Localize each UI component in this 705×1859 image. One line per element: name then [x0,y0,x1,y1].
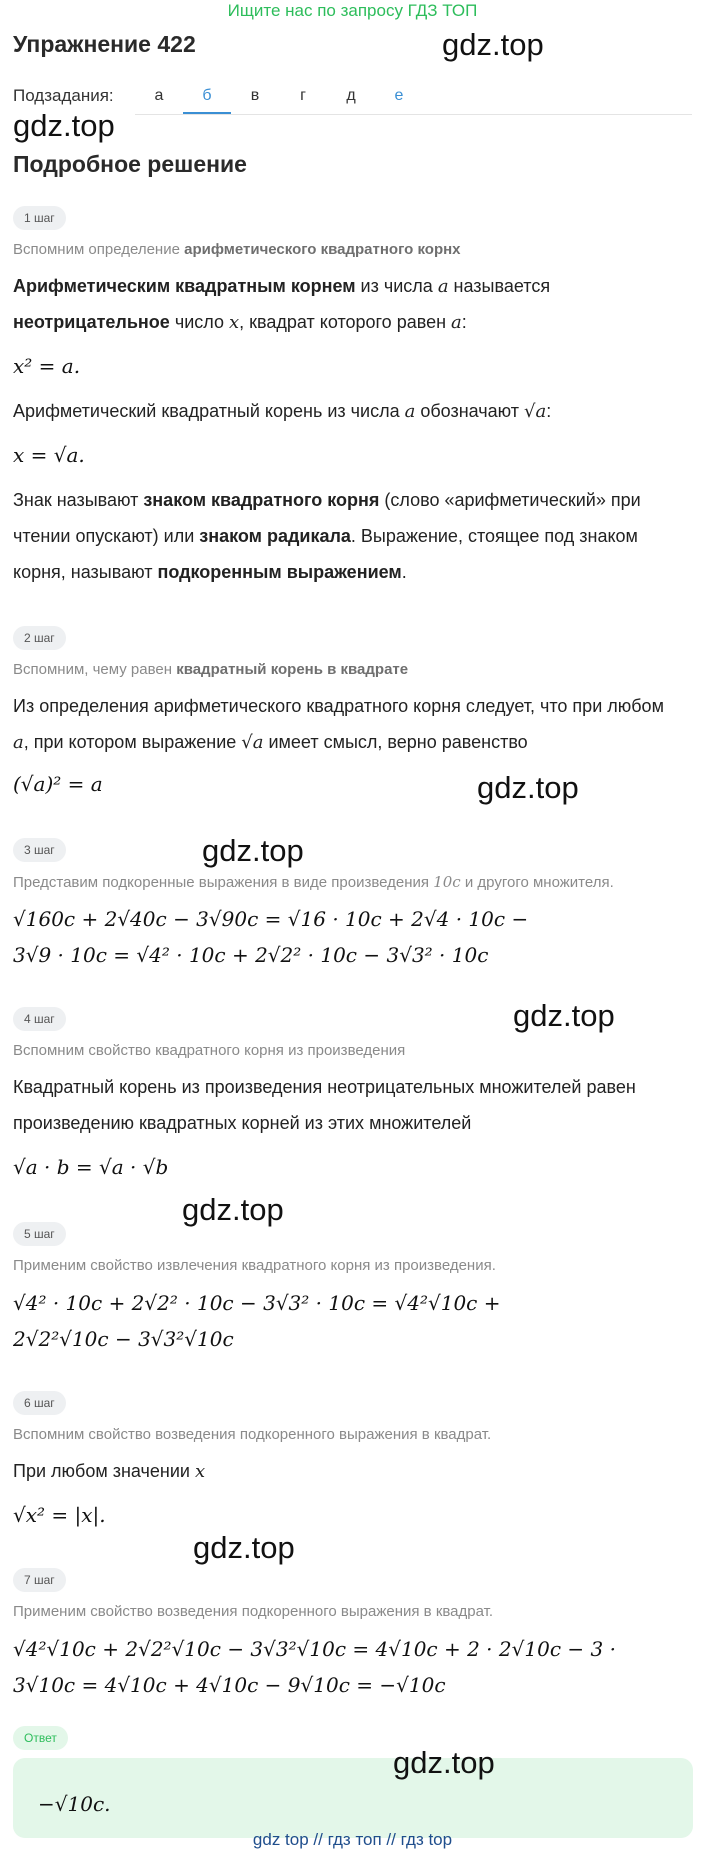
step-hint: Вспомним свойство квадратного корня из произведения [13,1042,406,1059]
step-paragraph: При любом значении x [13,1461,206,1482]
step-paragraph: Арифметический квадратный корень из числа a обозначают √a: [13,401,552,422]
exercise-title: Упражнение 422 [13,31,196,57]
step-badge: 7 шаг [13,1568,66,1592]
watermark: gdz.top [393,1745,495,1780]
footer-links[interactable]: gdz top // гдз топ // гдз top [252,1830,453,1849]
formula: 2√2²√10c − 3√3²√10c [13,1327,234,1351]
step-paragraph: произведению квадратных корней из этих множителей [13,1113,472,1133]
formula: √x² = |x|. [13,1503,106,1527]
answer-badge: Ответ [13,1726,68,1750]
watermark: gdz.top [513,998,615,1033]
formula: √160c + 2√40c − 3√90c = √16 · 10c + 2√4 · 10c − [13,907,529,931]
watermark: gdz.top [442,27,544,62]
step-paragraph: неотрицательное число x, квадрат которого равен a: [13,312,467,333]
watermark: gdz.top [193,1530,295,1565]
step-badge: 4 шаг [13,1007,66,1031]
answer-box [13,1758,693,1838]
step-hint: Вспомним определение арифметического квадратного корнх [13,241,461,258]
subtask-tab-d[interactable]: д [346,87,356,104]
step-paragraph: чтении опускают) или знаком радикала. Выражение, стоящее под знаком [13,526,638,546]
formula: √4²√10c + 2√2²√10c − 3√3²√10c = 4√10c + 2 · 2√10c − 3 · [13,1637,616,1661]
step-paragraph: корня, называют подкоренным выражением. [13,562,407,582]
watermark: gdz.top [182,1192,284,1227]
watermark: gdz.top [477,770,579,805]
formula: √4² · 10c + 2√2² · 10c − 3√3² · 10c = √4²√10c + [13,1291,501,1315]
watermark: gdz.top [13,108,115,143]
formula: (√a)² = a [13,772,103,796]
subtask-tab-a[interactable]: а [154,87,164,104]
formula: √a · b = √a · √b [13,1155,169,1179]
step-badge: 3 шаг [13,838,66,862]
step-paragraph: a, при котором выражение √a имеет смысл, верно равенство [13,732,528,753]
step-badge: 1 шаг [13,206,66,230]
formula: x² = a. [13,354,81,378]
subtasks-label: Подзадания: [13,86,114,105]
formula: 3√9 · 10c = √4² · 10c + 2√2² · 10c − 3√3² · 10c [13,943,489,967]
step-hint: Применим свойство возведения подкоренного выражения в квадрат. [13,1603,494,1620]
subtask-tab-b[interactable]: б [183,78,231,114]
step-hint: Вспомним свойство возведения подкоренного выражения в квадрат. [13,1426,492,1443]
subtask-tab-v[interactable]: в [250,87,260,104]
watermark: gdz.top [202,833,304,868]
step-hint: Вспомним, чему равен квадратный корень в квадрате [13,661,409,678]
step-badge: 2 шаг [13,626,66,650]
step-hint: Представим подкоренные выражения в виде произведения 10c и другого множителя. [13,873,614,891]
subtask-tab-e[interactable]: е [394,87,404,104]
subtasks-divider [135,114,692,115]
formula: 3√10c = 4√10c + 4√10c − 9√10c = −√10c [13,1673,446,1697]
promo-banner[interactable]: Ищите нас по запросу ГДЗ ТОП [227,1,478,20]
step-badge: 5 шаг [13,1222,66,1246]
step-paragraph: Квадратный корень из произведения неотрицательных множителей равен [13,1077,636,1097]
step-hint: Применим свойство извлечения квадратного корня из произведения. [13,1257,496,1274]
formula: x = √a. [13,443,85,467]
step-paragraph: Знак называют знаком квадратного корня (слово «арифметический» при [13,490,641,510]
section-title: Подробное решение [13,151,247,177]
answer-value: −√10c. [38,1792,111,1816]
step-paragraph: Из определения арифметического квадратного корня следует, что при любом [13,696,664,716]
subtask-tabs [135,78,423,114]
step-badge: 6 шаг [13,1391,66,1415]
subtask-tab-g[interactable]: г [300,87,306,104]
step-paragraph: Арифметическим квадратным корнем из числа a называется [13,276,551,297]
